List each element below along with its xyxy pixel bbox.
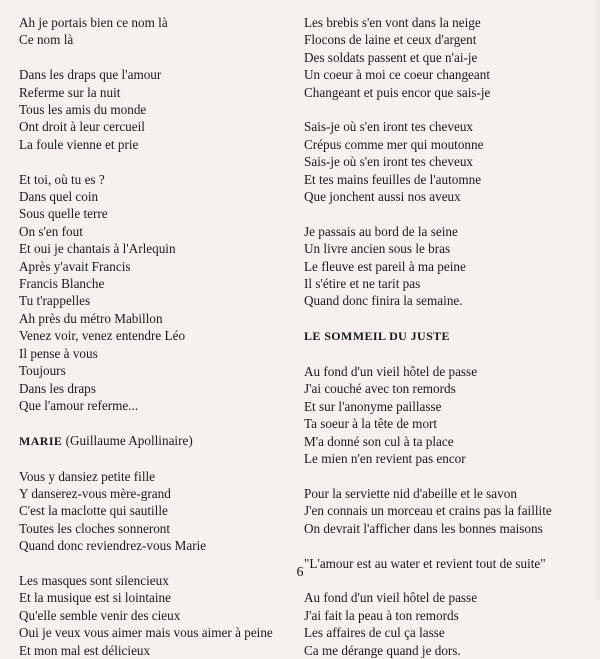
lyric-line: Au fond d'un vieil hôtel de passe xyxy=(304,590,478,606)
lyric-line: On devrait l'afficher dans les bonnes maisons xyxy=(304,520,543,536)
stanza xyxy=(19,468,299,555)
lyric-line: Et sur l'anonyme paillasse xyxy=(304,398,442,414)
lyric-line: Après y'avait Francis xyxy=(19,258,131,274)
lyric-line: Au fond d'un vieil hôtel de passe xyxy=(304,364,478,380)
lyric-line: Et toi, où tu es ? xyxy=(19,171,105,187)
lyric-line: Et mon mal est délicieux xyxy=(19,642,151,658)
song-title: LE SOMMEIL DU JUSTE xyxy=(304,329,450,344)
lyric-line: Sais-je où s'en iront tes cheveux xyxy=(304,119,474,135)
lyric-line: J'en connais un morceau et crains pas la faillite xyxy=(304,503,552,519)
lyric-line: Toutes les cloches sonneront xyxy=(19,520,171,536)
stanza xyxy=(304,485,584,537)
lyric-line: Les masques sont silencieux xyxy=(19,572,169,588)
lyric-line: Un livre ancien sous le bras xyxy=(304,241,451,257)
song-author: (Guillaume Apollinaire) xyxy=(62,432,193,448)
lyric-line: Tous les amis du monde xyxy=(19,102,147,118)
lyric-line: Que jonchent aussi nos aveux xyxy=(304,189,461,205)
stanza xyxy=(304,223,584,310)
lyric-line: Les affaires de cul ça lasse xyxy=(304,625,445,641)
lyric-line: Crépus comme mer qui moutonne xyxy=(304,136,484,152)
stanza xyxy=(19,171,299,415)
page-edge xyxy=(590,0,600,600)
lyric-line: Dans quel coin xyxy=(19,189,99,205)
lyric-line: M'a donné son cul à ta place xyxy=(304,433,454,449)
song-title: MARIE xyxy=(19,433,63,448)
lyric-line: Qu'elle semble venir des cieux xyxy=(19,607,181,623)
lyric-line: Ah près du métro Mabillon xyxy=(19,310,163,326)
lyric-line: J'ai couché avec ton remords xyxy=(304,381,456,397)
lyric-line: Ce nom là xyxy=(19,32,74,48)
lyric-line: Un coeur à moi ce coeur changeant xyxy=(304,67,490,83)
lyric-line: Et tes mains feuilles de l'automne xyxy=(304,171,482,187)
lyric-line: Sous quelle terre xyxy=(19,206,108,222)
lyric-line: Tu t'rappelles xyxy=(19,293,91,309)
lyric-line: Vous y dansiez petite fille xyxy=(19,468,155,484)
stanza xyxy=(19,14,299,49)
right-column xyxy=(304,14,584,659)
lyric-line: Le mien n'en revient pas encor xyxy=(304,451,466,467)
lyric-line: Francis Blanche xyxy=(19,276,105,292)
song-title-sommeil xyxy=(304,327,584,345)
page-number: 6 xyxy=(296,565,304,580)
lyric-line: Ont droit à leur cercueil xyxy=(19,119,145,135)
lyric-line: Le fleuve est pareil à ma peine xyxy=(304,258,466,274)
stanza xyxy=(304,363,584,467)
lyric-line: J'ai fait la peau à ton remords xyxy=(304,607,459,623)
lyric-line: Ta soeur à la tête de mort xyxy=(304,416,438,432)
lyric-line: Ca me dérange quand je dors. xyxy=(304,642,461,658)
lyric-line: Il pense à vous xyxy=(19,345,98,361)
lyric-line: Changeant et puis encor que sais-je xyxy=(304,84,491,100)
lyric-line: Et oui je chantais à l'Arlequin xyxy=(19,241,176,257)
lyric-line: Toujours xyxy=(19,363,66,379)
lyric-line: Quand donc finira la semaine. xyxy=(304,293,463,309)
lyric-line: Quand donc reviendrez-vous Marie xyxy=(19,538,207,554)
lyric-line: Dans les draps xyxy=(19,380,96,396)
lyric-line: Referme sur la nuit xyxy=(19,84,121,100)
lyric-line: Oui je veux vous aimer mais vous aimer à peine xyxy=(19,625,273,641)
song-title-marie xyxy=(19,432,299,450)
lyric-line: Ah je portais bien ce nom là xyxy=(19,15,168,30)
stanza xyxy=(304,118,584,205)
lyric-line: "L'amour est au water et revient tout de suite" xyxy=(304,555,546,571)
stanza xyxy=(19,66,299,153)
lyric-line: Y danserez-vous mère-grand xyxy=(19,485,171,501)
lyric-line: On s'en fout xyxy=(19,223,83,239)
lyric-line: Les brebis s'en vont dans la neige xyxy=(304,15,481,30)
stanza xyxy=(19,572,299,659)
stanza xyxy=(304,14,584,101)
lyric-line: La foule vienne et prie xyxy=(19,136,139,152)
lyric-line: Des soldats passent et que n'ai-je xyxy=(304,49,478,65)
lyric-line: Il s'étire et ne tarit pas xyxy=(304,276,421,292)
lyric-line: Que l'amour referme... xyxy=(19,397,139,413)
lyric-line: Pour la serviette nid d'abeille et le savon xyxy=(304,485,517,501)
lyric-line: Venez voir, venez entendre Léo xyxy=(19,328,186,344)
lyric-line: Et la musique est si lointaine xyxy=(19,590,171,606)
lyric-line: C'est la maclotte qui sautille xyxy=(19,503,168,519)
lyric-line: Flocons de laine et ceux d'argent xyxy=(304,32,477,48)
lyric-line: Sais-je où s'en iront tes cheveux xyxy=(304,154,474,170)
left-column xyxy=(19,14,299,659)
lyric-line: Je passais au bord de la seine xyxy=(304,223,458,239)
lyric-line: Dans les draps que l'amour xyxy=(19,67,162,83)
